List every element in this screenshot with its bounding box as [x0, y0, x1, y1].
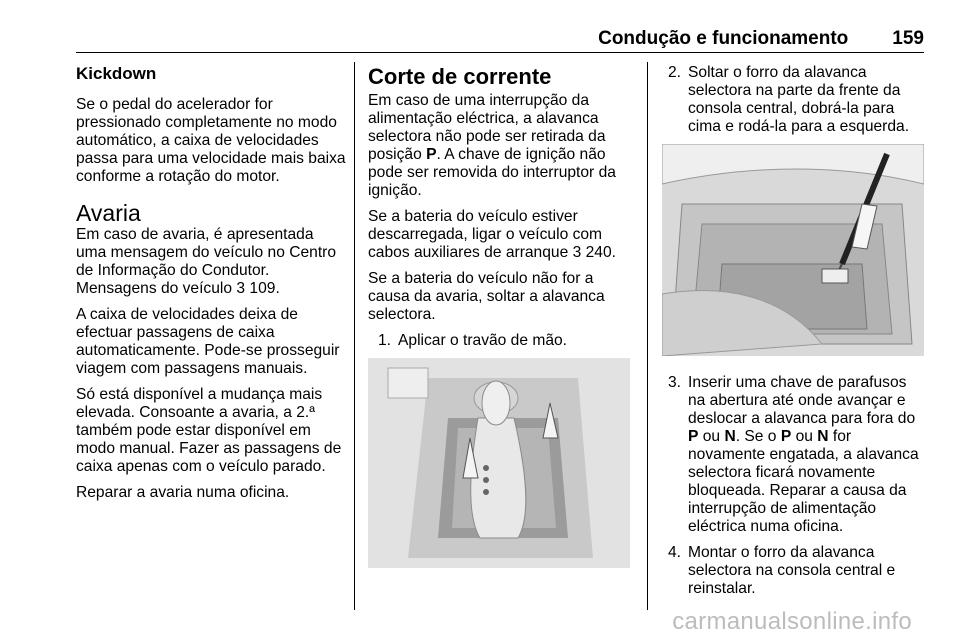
avaria-paragraph-3: Só está disponível a mudança mais elevada. Consoante a avaria, a 2.ª também pode estar disponível em modo manual. Fazer as passagens de caixa apenas com o veículo parado. — [76, 386, 342, 475]
step-3: 3. Inserir uma chave de parafusos na abertura até onde avançar e deslocar a alavanca para fora do P ou N. Se o P ou N for novamente engatada, a alavanca selectora ficará novamente bloqueada. Reparar a causa da interrupção de alimentação eléctrica numa oficina. — [668, 374, 919, 535]
avaria-heading: Avaria — [76, 200, 141, 226]
ref-arrow-icon: 3 — [572, 244, 582, 261]
column-divider-2 — [647, 62, 648, 610]
console-drawing — [662, 144, 924, 356]
gear-lever-illustration — [368, 358, 630, 568]
header-title: Condução e funcionamento — [598, 28, 849, 49]
page-number: 159 — [892, 28, 924, 49]
power-cut-paragraph-1: Em caso de uma interrupção da alimentação eléctrica, a alavanca selectora não pode ser retirada da posição P. A chave de ignição não pode ser removida do interruptor da ignição. — [368, 92, 616, 199]
column-2 — [368, 64, 634, 568]
header-rule — [76, 52, 924, 53]
step-2: 2. Soltar o forro da alavanca selectora na parte da frente da consola central, dobrá-la para cima e rodá-la para a esquerda. — [668, 64, 910, 135]
watermark: carmanualsonline.info — [672, 608, 912, 635]
power-cut-paragraph-3: Se a bateria do veículo não for a causa da avaria, soltar a alavanca selectora. — [368, 270, 605, 323]
kickdown-text: Se o pedal do acelerador for pressionado completamente no modo automático, a caixa de velocidades passa para uma velocidade mais baixa conforme a rotação do motor. — [76, 96, 346, 185]
avaria-paragraph-1: Em caso de avaria, é apresentada uma mensagem do veículo no Centro de Informação do Condutor. Mensagens do veículo 3 109. — [76, 226, 337, 297]
column-1 — [76, 64, 348, 510]
step-4: 4. Montar o forro da alavanca selectora na consola central e reinstalar. — [668, 544, 896, 597]
page-header — [598, 28, 924, 50]
gear-lever-drawing — [368, 358, 630, 568]
column-divider-1 — [354, 62, 355, 610]
ref-vehicle-messages: Mensagens do veículo — [76, 280, 233, 297]
kickdown-heading: Kickdown — [76, 64, 157, 83]
column-3 — [668, 64, 926, 606]
console-illustration — [662, 144, 924, 356]
power-cut-paragraph-2: Se a bateria do veículo estiver descarregada, ligar o veículo com cabos auxiliares de arranque 3 240. — [368, 208, 616, 261]
avaria-paragraph-2: A caixa de velocidades deixa de efectuar passagens de caixa automaticamente. Pode-se prosseguir viagem com passagens manuais. — [76, 306, 340, 377]
power-cut-heading: Corte de corrente — [368, 64, 552, 89]
step-1: 1. Aplicar o travão de mão. — [378, 332, 568, 349]
ref-arrow-icon: 3 — [236, 280, 246, 297]
avaria-paragraph-4: Reparar a avaria numa oficina. — [76, 484, 290, 501]
